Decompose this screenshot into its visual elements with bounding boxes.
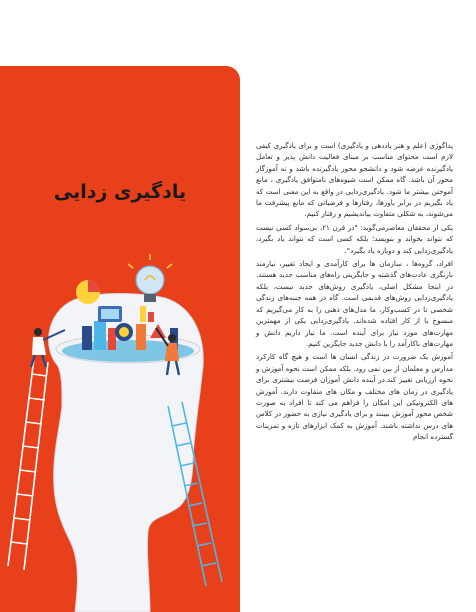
paragraph: یکی از محققان معاصرمی‌گوید: "در قرن ۲۱، بی‌سواد کسی نیست که نتواند بخواند و بنویسد؛ بلکه کسی است که نتواند یاد بگیرد، یادگیری‌زدایی کند و دوباره یاد بگیرد". <box>256 222 453 255</box>
head-illustration <box>0 66 240 612</box>
paragraph: آموزش یک ضرورت در زندگی انسان ها است و هیچ گاه کارکرد مدارس و معلمان از بین نمی رود. بلکه ممکن است نحوه آموزش و نحوه ارزیابی تغییر کند.در آینده دانش آموزان فرصت بیشتری برای یادگیری در زمان های مختلف و مکان های متفاوت دارند. آموزش های الکترونیکی این امکان را فراهم می کند تا افراد به صورت شخص محور آموزش ببینند و برای یادگیری نیازی به حضور در کلاس های درس نداشته باشند. آموزش به کمک ابزارهای تازه و تمرینات گسترده انجام <box>256 352 453 442</box>
illustration-panel <box>0 66 240 612</box>
article-body <box>256 140 453 445</box>
pie-chart-icon <box>76 280 100 304</box>
left-ladder <box>8 358 48 570</box>
article-title: یادگیری زدایی <box>53 181 187 203</box>
paragraph: افراد، گروه‌ها ، سازمان ها برای کارآمدی و ایجاد تغییر، نیازمند بازنگری عادت‌های گذشته و جایگزینی راه‌های مناسب جدید هستند. در اینجا مشکل اصلی، یادگیری روش‌های جدید نیست، بلکه یادگیری‌زدایی روش‌های قدیمی است. گاه در همه جنبه‌های زندگی شخصی تا در کسب‌وکار، ما مدل‌های ذهنی را به کار می‌گیریم که منسوخ یا از کار افتاده شده‌اند. یادگیری‌زدایی یکی از مهمترین مهارت‌های مورد نیاز برای آینده است. ما نیاز داریم دانش و مهارت‌های ناکارآمد را با دانش جدید جایگزین کنیم. <box>256 259 453 348</box>
paragraph: پداگوژی (علم و هنر یاددهی و یادگیری) است و برای یادگیری کیفی لازم است محتوای مناسب بر مبنای فعالیت دانش پذیر و تعامل یادگیرنده عرضه شود و دانشجو محور یادگیرنده باشد و نه آموزگار محور آن باشد. گاه ممکن است شیوه‌های نامتوافق یادگیری ، مانع آموختن بیشتر ما شود. یادگیری‌زدایی در واقع به این معنی است که یاد بگیریم در برابر باورها، رفتارها و فرضیاتی که مانع پیشرفت ما می‌شوند، به شکلی متفاوت بیاندیشیم و رفتار کنیم. <box>256 141 453 219</box>
